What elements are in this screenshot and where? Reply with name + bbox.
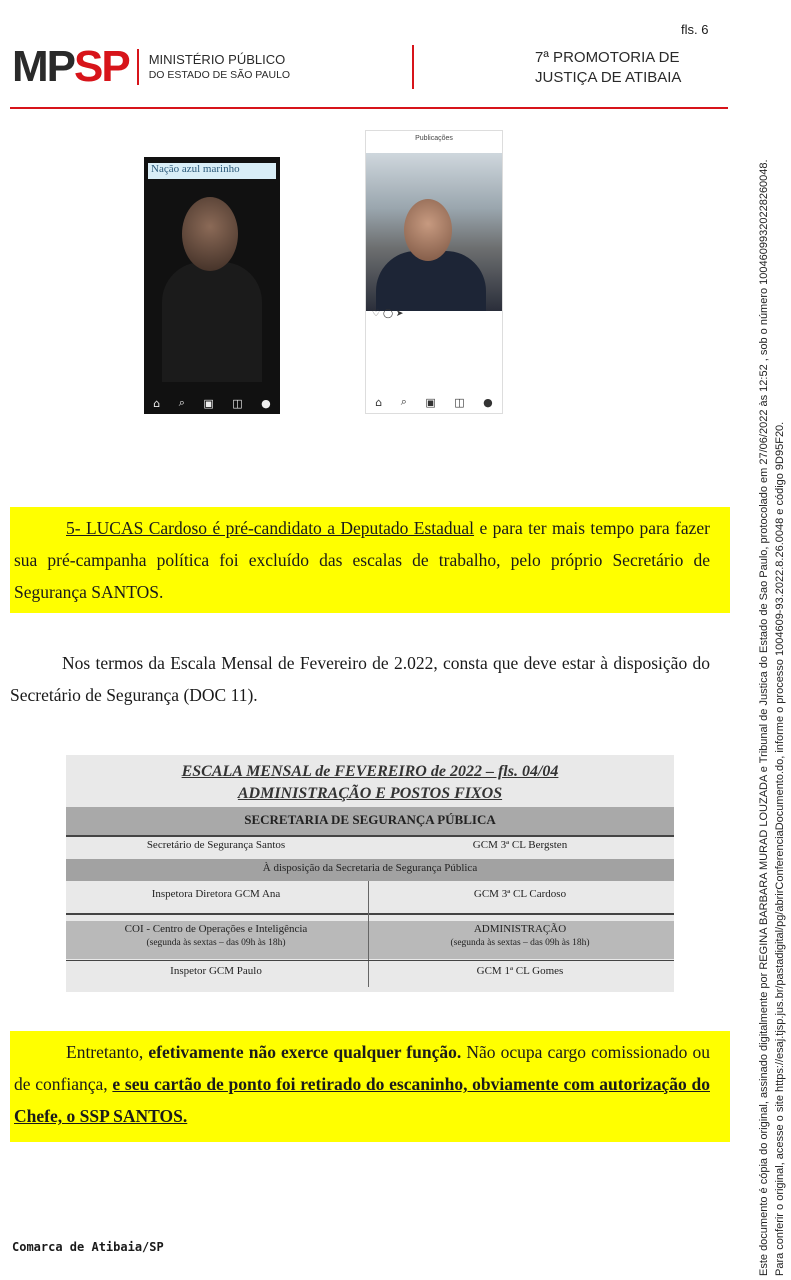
no-function-bold-underlined: e seu cartão de ponto foi retirado do escaninho, obviamente com autorização do Chefe, o SSP SANTOS.: [14, 1074, 710, 1126]
logo-line1: MINISTÉRIO PÚBLICO: [148, 52, 286, 68]
scan-row5-left: Inspetor GCM Paulo: [170, 965, 262, 977]
lucas-candidate-rest: e para ter mais tempo para fazer sua pré-campanha política foi excluído das escalas de trabalho, pelo próprio Secretário de Segurança SANTOS.: [14, 518, 710, 602]
profile-icon: ●: [483, 395, 493, 409]
home-icon: ⌂: [375, 395, 383, 409]
heart-icon: ♡: [372, 309, 381, 319]
shop-icon: ◫: [232, 396, 243, 410]
scanned-escala-table: [66, 755, 674, 992]
escala-mensal-text: Nos termos da Escala Mensal de Fevereiro de 2.022, consta que deve estar à disposição do Secretário de Segurança (DOC 11).: [10, 653, 710, 705]
reels-icon: ▣: [425, 395, 436, 409]
home-icon: ⌂: [153, 396, 161, 410]
scan-row4-right-sub: (segunda às sextas – das 09h às 18h): [450, 938, 590, 948]
phone-screenshot-post: [365, 130, 503, 414]
scan-subtitle: ADMINISTRAÇÃO E POSTOS FIXOS: [237, 785, 503, 802]
scan-section: SECRETARIA DE SEGURANÇA PÚBLICA: [244, 812, 496, 827]
person-body: [162, 262, 262, 382]
scan-row1-right: GCM 3ª CL Bergsten: [472, 839, 568, 851]
scan-row5-right: GCM 1ª CL Gomes: [476, 965, 564, 977]
scan-rule: [66, 960, 674, 961]
logo-mp: MP: [12, 42, 74, 91]
scan-rule: [66, 913, 674, 915]
side-certification-line2: Para conferir o original, acesse o site https://esaj.tjsp.jus.br/pastadigital/pg/abrirConferenciaDocumento.do, informe o processo 1004609-93.2022.8.26.0048 e código 9D95F20.: [774, 421, 786, 1276]
person-face: [404, 199, 452, 261]
header-rule: [10, 107, 728, 109]
share-icon: ➤: [395, 309, 404, 319]
no-function-bold: efetivamente não exerce qualquer função.: [148, 1042, 462, 1062]
mpsp-logo: [12, 42, 291, 91]
search-icon: ⌕: [178, 396, 185, 409]
scan-title: ESCALA MENSAL de FEVEREIRO de 2022 – fls. 04/04: [181, 763, 559, 780]
scan-row2: À disposição da Secretaria de Segurança Pública: [262, 862, 478, 874]
reels-icon: ▣: [203, 396, 214, 410]
logo-line2: DO ESTADO DE SÃO PAULO: [148, 68, 291, 81]
person-face: [182, 197, 238, 271]
side-certification-line1: Este documento é cópia do original, assinado digitalmente por REGINA BARBARA MURAD LOUZADA e Tribunal de Justica do Estado de Sao Paulo, protocolado em 27/06/2022 às 12:52 , sob o número 10046099320228260048.: [758, 159, 770, 1276]
phone2-nav-bar: [366, 391, 502, 413]
no-function-intro: Entretanto,: [66, 1042, 149, 1062]
phone1-banner: Nação azul marinho: [148, 163, 276, 179]
paragraph-escala-mensal: [10, 647, 730, 711]
comment-icon: ◯: [382, 309, 394, 319]
logo-text: [149, 52, 290, 81]
paragraph-no-function: [10, 1031, 730, 1142]
shop-icon: ◫: [454, 395, 465, 409]
scan-row4-left: COI - Centro de Operações e Inteligência: [124, 923, 308, 935]
scan-row4-left-sub: (segunda às sextas – das 09h às 18h): [146, 938, 286, 948]
scan-row3-left: Inspetora Diretora GCM Ana: [151, 888, 281, 900]
post-action-icons: [372, 309, 403, 319]
phone-screenshot-video: [144, 157, 280, 414]
no-function-middle: Não ocupa cargo comissionado ou de confiança,: [14, 1042, 710, 1094]
promotoria-title: [535, 48, 681, 89]
lucas-candidate-underlined: 5- LUCAS Cardoso é pré-candidato a Deputado Estadual: [66, 518, 475, 538]
phone2-header: Publicações: [415, 135, 453, 142]
scan-row4-right: ADMINISTRAÇÃO: [473, 923, 567, 935]
header-divider: [412, 45, 414, 89]
search-icon: ⌕: [400, 395, 407, 408]
phone1-nav-bar: [144, 392, 280, 414]
footer-comarca: Comarca de Atibaia/SP: [12, 1240, 164, 1254]
logo-sp: SP: [74, 42, 129, 91]
logo-separator: [137, 49, 139, 85]
scan-row3-right: GCM 3ª CL Cardoso: [473, 888, 567, 900]
scan-rule: [66, 835, 674, 837]
paragraph-lucas-candidate: [10, 507, 730, 613]
side-certification: [756, 6, 788, 1276]
profile-icon: ●: [261, 396, 271, 410]
promotoria-line1: 7ª PROMOTORIA DE: [535, 49, 680, 66]
scan-row1-left: Secretário de Segurança Santos: [146, 839, 286, 851]
page-number: fls. 6: [681, 22, 709, 37]
promotoria-line2: JUSTIÇA DE ATIBAIA: [535, 69, 682, 87]
